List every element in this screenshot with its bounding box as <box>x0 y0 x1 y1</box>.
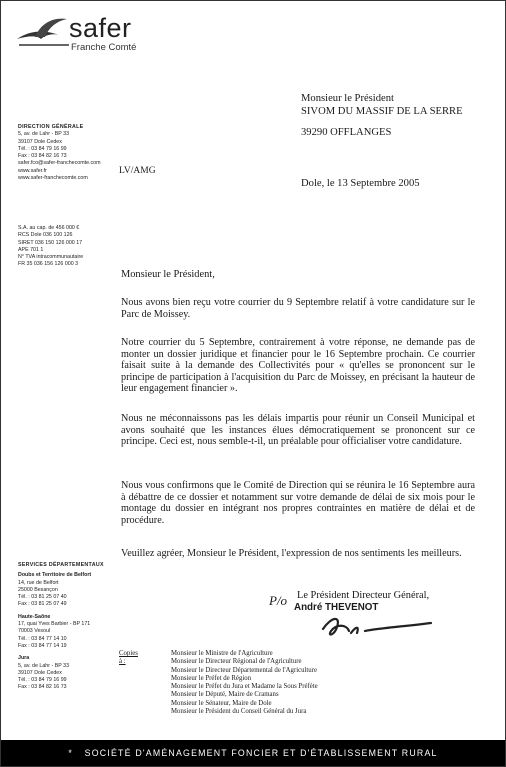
logo-word: safer <box>69 13 132 43</box>
department-line: 5, av. de Lahr - BP 33 <box>18 662 70 669</box>
copy-recipient: Monsieur le Ministre de l'Agriculture <box>171 650 273 657</box>
hq-line: Fax : 03 84 82 16 73 <box>18 153 67 160</box>
copy-recipient: Monsieur le Député, Maire de Cramans <box>171 691 279 699</box>
hq-line: Tél. : 03 84 79 16 99 <box>18 145 67 152</box>
paragraph: Veuillez agréer, Monsieur le Président, l'expression de nos sentiments les meilleurs. <box>121 548 462 559</box>
legal-line: SIRET 036 150 126 000 17 <box>18 239 83 246</box>
department-line: 14, rue de Belfort <box>18 579 59 586</box>
footer-text: SOCIÉTÉ D'AMÉNAGEMENT FONCIER ET D'ÉTABLISSEMENT RURAL <box>84 748 438 758</box>
department-line: Fax : 03 84 77 14 19 <box>18 642 67 649</box>
copy-recipient: Monsieur le Préfet du Jura et Madame la Sous Préfète <box>171 683 318 691</box>
copy-recipient: Monsieur le Directeur Départemental de l'Agriculture <box>171 666 317 674</box>
paragraph: Nous avons bien reçu votre courrier du 9 Septembre relatif à votre candidature sur le Parc de Moissey. <box>121 297 475 320</box>
department-name: Doubs et Territoire de Belfort <box>18 572 92 579</box>
recipient-line: Monsieur le Président <box>301 93 394 104</box>
department-name: Haute-Saône <box>18 613 51 620</box>
copy-recipient: Monsieur le Président du Conseil Général du Jura <box>171 708 307 716</box>
department-line: Fax : 03 84 82 16 73 <box>18 684 67 691</box>
legal-line: FR 35 036 156 126 000 3 <box>18 261 79 268</box>
departmental-services <box>18 562 118 692</box>
hq-email: safer.fco@safer-franchecomte.com <box>18 160 101 167</box>
bird-logo-icon <box>15 9 75 51</box>
recipient-line: SIVOM DU MASSIF DE LA SERRE <box>301 105 463 117</box>
logo-subtitle: Franche Comté <box>71 42 137 53</box>
department-line: 17, quai Yves Barbier - BP 171 <box>18 621 91 628</box>
paragraph: Nous vous confirmons que le Comité de Direction qui se réunira le 16 Septembre aura à débattre de ce dossier et notamment sur votre demande de délai de six mois pour le montage du dossier en intégrant nos propres contraintes en matière de délai et de procédure. <box>121 480 475 526</box>
department-line: Tél. : 03 84 79 16 99 <box>18 677 67 684</box>
legal-line: RCS Dole 036 100 126 <box>18 232 73 239</box>
department-line: Fax : 03 81 25 07 49 <box>18 601 67 608</box>
copy-recipient: Monsieur le Préfet de Région <box>171 674 252 682</box>
pp-mark: P/o <box>269 593 288 608</box>
reference: LV/AMG <box>119 166 156 176</box>
department-name: Jura <box>18 655 30 662</box>
recipient-line: 39290 OFFLANGES <box>301 127 392 138</box>
footer-banner <box>1 740 505 766</box>
department-line: Tél. : 03 84 77 14 10 <box>18 635 67 642</box>
salutation: Monsieur le Président, <box>121 269 215 280</box>
legal-line: N° TVA intracommunautaire <box>18 254 84 261</box>
hq-line: 5, av. de Lahr - BP 33 <box>18 131 70 138</box>
footer-bullet-icon: * <box>68 748 73 758</box>
hq-line: 39107 Dole Cedex <box>18 138 62 145</box>
head-office-heading: DIRECTION GÉNÉRALE <box>18 124 84 130</box>
letter-date: Dole, le 13 Septembre 2005 <box>301 178 420 189</box>
hq-website: www.safer-franchecomte.com <box>18 175 88 182</box>
paragraph: Nous ne méconnaissons pas les délais impartis pour réunir un Conseil Municipal et avons souhaité que les instances élues démocratiquement se prononcent sur ce principe. Ceci est, nous semble-t-il, un préalable pour officialiser votre candidature. <box>121 413 475 448</box>
head-office-block <box>18 124 118 182</box>
department-line: 25000 Besançon <box>18 586 58 593</box>
hq-website: www.safer.fr <box>18 167 47 174</box>
copies-label: Copies à : <box>119 650 138 666</box>
recipient-address <box>301 93 463 140</box>
handwritten-signature-icon <box>319 611 439 643</box>
paragraph: Notre courrier du 5 Septembre, contrairement à votre réponse, ne demande pas de monter un dossier juridique et financier pour le 16 Septembre prochain. Ce courrier faisait suite à la demande des Collectivités pour « qu'elles se prononcent sur le principe de participation à l'acquisition du Parc de Moissey, en précisant la hauteur de leur engagement financier ». <box>121 337 475 395</box>
department-line: 39107 Dole Cedex <box>18 669 62 676</box>
legal-line: APE 701 1 <box>18 246 44 253</box>
copy-recipient: Monsieur le Sénateur, Maire de Dole <box>171 699 272 707</box>
department-line: 70003 Vesoul <box>18 628 51 635</box>
legal-line: S.A. au cap. de 456 000 € <box>18 225 80 231</box>
legal-info <box>18 225 118 269</box>
department-line: Tél. : 03 81 25 07 40 <box>18 594 67 601</box>
safer-logo <box>15 9 145 59</box>
signatory-title: Le Président Directeur Général, <box>297 590 430 601</box>
departments-heading: SERVICES DÉPARTEMENTAUX <box>18 562 104 568</box>
signatory-name: André THEVENOT <box>294 602 379 613</box>
copy-recipient: Monsieur le Directeur Régional de l'Agriculture <box>171 658 302 666</box>
